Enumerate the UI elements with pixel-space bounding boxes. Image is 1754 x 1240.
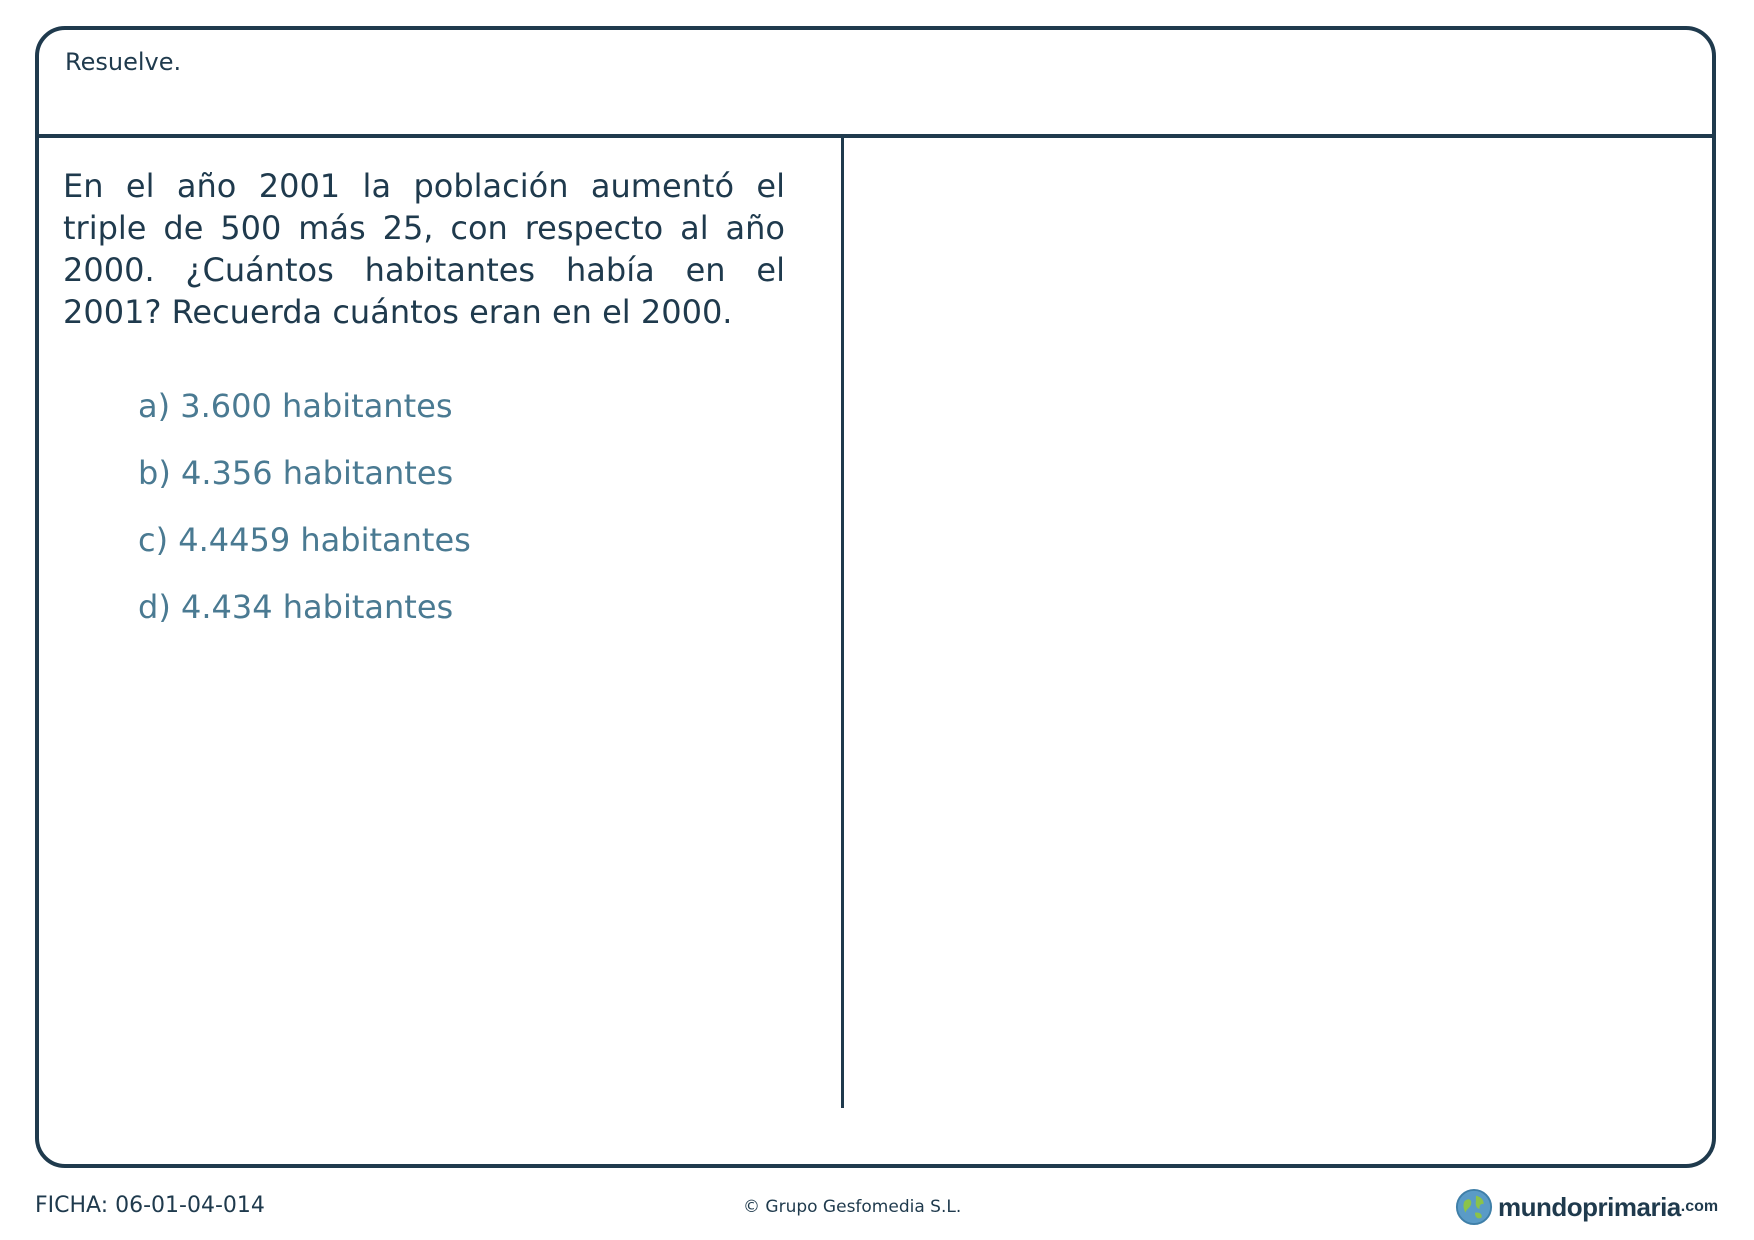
answer-options	[138, 385, 471, 653]
globe-icon	[1455, 1188, 1493, 1226]
option-c[interactable]: c) 4.4459 habitantes	[138, 521, 471, 559]
option-d[interactable]: d) 4.434 habitantes	[138, 588, 454, 626]
instruction-text: Resuelve.	[65, 48, 182, 76]
worksheet-code: FICHA: 06-01-04-014	[35, 1193, 265, 1218]
copyright-text: © Grupo Gesfomedia S.L.	[743, 1197, 962, 1217]
brand-name: mundoprimaria	[1498, 1191, 1681, 1222]
brand-logo[interactable]	[1455, 1188, 1718, 1226]
option-b[interactable]: b) 4.356 habitantes	[138, 454, 454, 492]
problem-text: En el año 2001 la población aumentó el triple de 500 más 25, con respecto al año 2000. ¿Cuántos habitantes había en el 2001? Recuerda cuántos eran en el 2000.	[63, 167, 785, 331]
brand-tld: .com	[1680, 1198, 1719, 1215]
header-divider	[39, 134, 1712, 138]
column-divider	[841, 138, 844, 1108]
option-a[interactable]: a) 3.600 habitantes	[138, 387, 453, 425]
